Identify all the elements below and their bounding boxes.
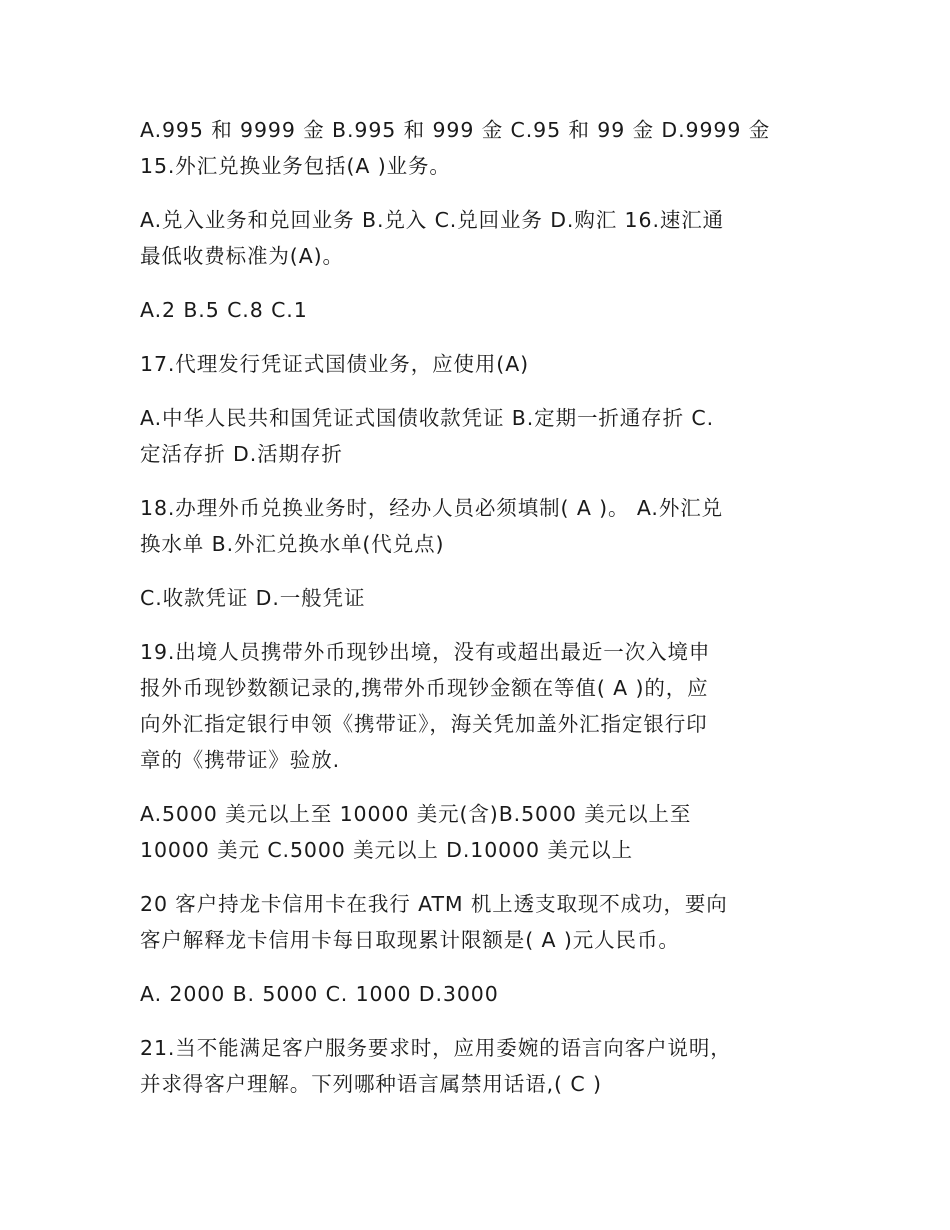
text-line: A.兑入业务和兑回业务 B.兑入 C.兑回业务 D.购汇 16.速汇通	[140, 208, 725, 232]
text-line: 18.办理外币兑换业务时，经办人员必须填制( A )。 A.外汇兑	[140, 496, 724, 520]
text-line: 章的《携带证》验放.	[140, 748, 341, 772]
text-line: 最低收费标准为(A)。	[140, 244, 344, 268]
text-line: A.中华人民共和国凭证式国债收款凭证 B.定期一折通存折 C.	[140, 406, 715, 430]
text-line: 17.代理发行凭证式国债业务，应使用(A)	[140, 352, 530, 376]
paragraph-q17-options	[140, 400, 820, 472]
paragraph-q16	[140, 202, 820, 274]
paragraph-q18-options	[140, 580, 820, 616]
paragraph-q18	[140, 490, 820, 562]
text-line: A. 2000 B. 5000 C. 1000 D.3000	[140, 982, 499, 1006]
paragraph-q17	[140, 346, 820, 382]
paragraph-q19	[140, 634, 820, 778]
paragraph-q20-options	[140, 976, 820, 1012]
document-page	[140, 112, 820, 1120]
text-line: C.收款凭证 D.一般凭证	[140, 586, 366, 610]
paragraph-q15-options	[140, 112, 820, 184]
paragraph-q20	[140, 886, 820, 958]
text-line: 19.出境人员携带外币现钞出境，没有或超出最近一次入境申	[140, 640, 711, 664]
paragraph-q16-options	[140, 292, 820, 328]
text-line: 客户解释龙卡信用卡每日取现累计限额是( A )元人民币。	[140, 928, 680, 952]
text-line: 20 客户持龙卡信用卡在我行 ATM 机上透支取现不成功，要向	[140, 892, 728, 916]
text-line: A.2 B.5 C.8 C.1	[140, 298, 308, 322]
text-line: 报外币现钞数额记录的,携带外币现钞金额在等值( A )的，应	[140, 676, 709, 700]
paragraph-q21	[140, 1030, 820, 1102]
text-line: 换水单 B.外汇兑换水单(代兑点)	[140, 532, 445, 556]
text-line: 21.当不能满足客户服务要求时，应用委婉的语言向客户说明，	[140, 1036, 732, 1060]
text-line: A.995 和 9999 金 B.995 和 999 金 C.95 和 99 金 D.9999 金	[140, 118, 771, 142]
text-line: 10000 美元 C.5000 美元以上 D.10000 美元以上	[140, 838, 634, 862]
text-line: 并求得客户理解。下列哪种语言属禁用话语,( C )	[140, 1072, 602, 1096]
paragraph-q19-options	[140, 796, 820, 868]
text-line: A.5000 美元以上至 10000 美元(含)B.5000 美元以上至	[140, 802, 692, 826]
text-line: 向外汇指定银行申领《携带证》，海关凭加盖外汇指定银行印	[140, 712, 708, 736]
text-line: 定活存折 D.活期存折	[140, 442, 343, 466]
text-line: 15.外汇兑换业务包括(A )业务。	[140, 154, 451, 178]
